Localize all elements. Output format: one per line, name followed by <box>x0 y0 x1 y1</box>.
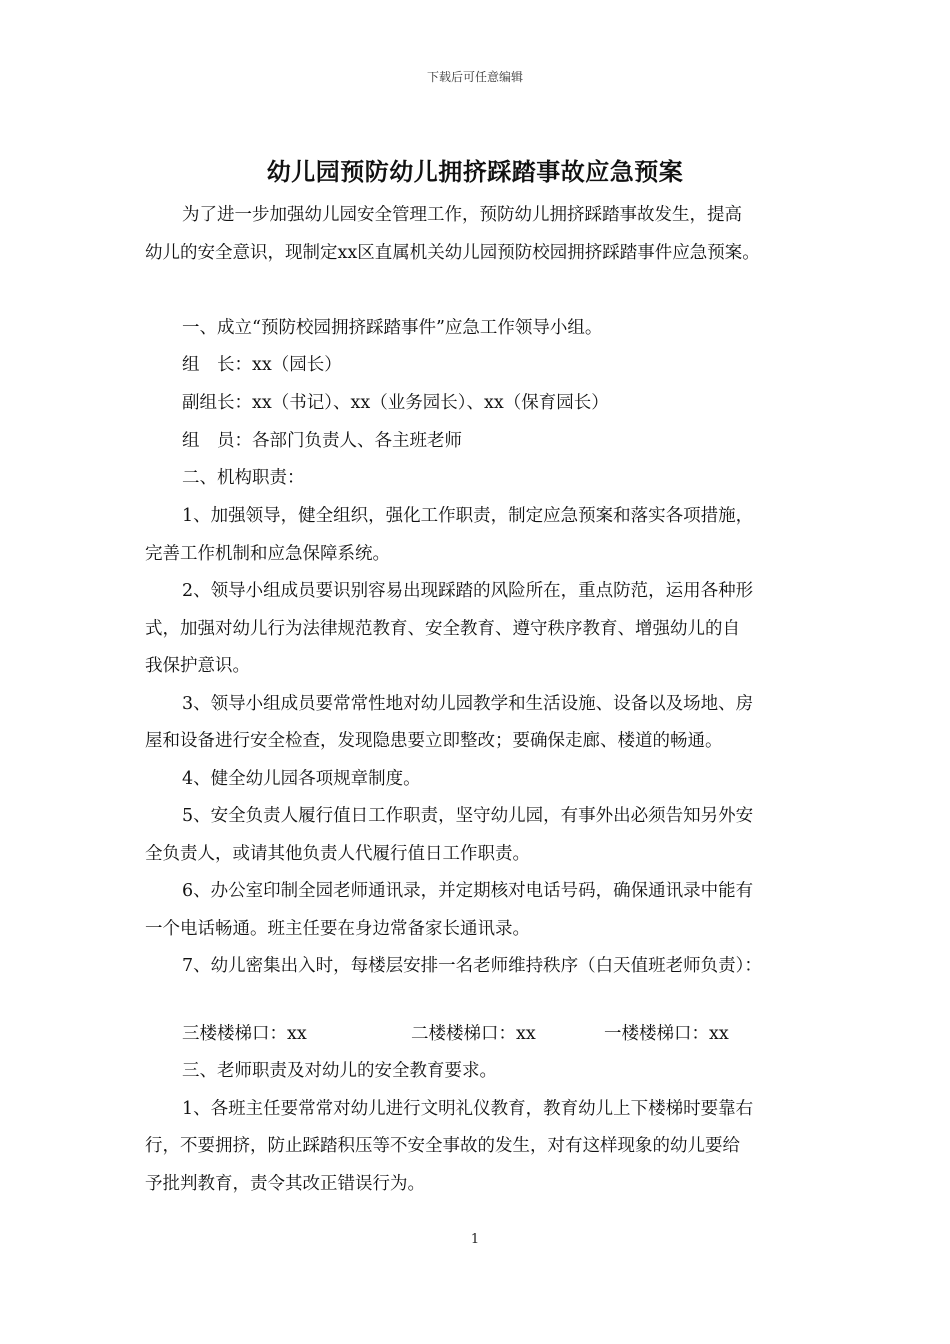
stair-assignments <box>182 1015 822 1053</box>
item1-line-1: 1、加强领导，健全组织，强化工作职责，制定应急预案和落实各项措施， <box>182 506 754 526</box>
intro-line-1: 为了进一步加强幼儿园安全管理工作，预防幼儿拥挤踩踏事故发生，提高 <box>182 205 742 225</box>
s3-item1-line-2: 行，不要拥挤，防止踩踏积压等不安全事故的发生，对有这样现象的幼儿要给 <box>145 1136 740 1156</box>
item6-line-2: 一个电话畅通。班主任要在身边常备家长通讯录。 <box>145 919 530 939</box>
section1-heading: 一、成立“预防校园拥挤踩踏事件”应急工作领导小组。 <box>182 318 603 338</box>
item4-line: 4、健全幼儿园各项规章制度。 <box>182 769 421 789</box>
section2-heading: 二、机构职责： <box>182 468 305 488</box>
item2-line-1: 2、领导小组成员要识别容易出现踩踏的风险所在，重点防范，运用各种形 <box>182 581 754 601</box>
item3-line-1: 3、领导小组成员要常常性地对幼儿园教学和生活设施、设备以及场地、房 <box>182 694 754 714</box>
item2-line-3: 我保护意识。 <box>145 656 250 676</box>
item5-line-2: 全负责人，或请其他负责人代履行值日工作职责。 <box>145 844 530 864</box>
s3-item1-line-1: 1、各班主任要常常对幼儿进行文明礼仪教育，教育幼儿上下楼梯时要靠右 <box>182 1099 754 1119</box>
members-line: 组 员：各部门负责人、各主班老师 <box>182 431 462 451</box>
second-floor-stair: 二楼楼梯口：xx <box>411 1024 536 1044</box>
leader-line: 组 长：xx（园长） <box>182 355 342 375</box>
document-title: 幼儿园预防幼儿拥挤踩踏事故应急预案 <box>266 157 684 186</box>
item7-line: 7、幼儿密集出入时，每楼层安排一名老师维持秩序（白天值班老师负责）： <box>182 956 762 976</box>
item1-line-2: 完善工作机制和应急保障系统。 <box>145 544 390 564</box>
section3-heading: 三、老师职责及对幼儿的安全教育要求。 <box>182 1061 497 1081</box>
item2-line-2: 式，加强对幼儿行为法律规范教育、安全教育、遵守秩序教育、增强幼儿的自 <box>145 619 740 639</box>
third-floor-stair: 三楼楼梯口：xx <box>182 1024 307 1044</box>
deputy-line: 副组长：xx（书记）、xx（业务园长）、xx（保育园长） <box>182 393 609 413</box>
s3-item1-line-3: 予批判教育，责令其改正错误行为。 <box>145 1174 425 1194</box>
page-header-note: 下载后可任意编辑 <box>426 70 523 84</box>
item3-line-2: 屋和设备进行安全检查，发现隐患要立即整改；要确保走廊、楼道的畅通。 <box>145 731 723 751</box>
item6-line-1: 6、办公室印制全园老师通讯录，并定期核对电话号码，确保通讯录中能有 <box>182 881 754 901</box>
item5-line-1: 5、安全负责人履行值日工作职责，坚守幼儿园，有事外出必须告知另外安 <box>182 806 754 826</box>
page-number: 1 <box>470 1232 480 1247</box>
intro-line-2: 幼儿的安全意识，现制定xx区直属机关幼儿园预防校园拥挤踩踏事件应急预案。 <box>145 243 760 263</box>
first-floor-stair: 一楼楼梯口：xx <box>604 1024 729 1044</box>
